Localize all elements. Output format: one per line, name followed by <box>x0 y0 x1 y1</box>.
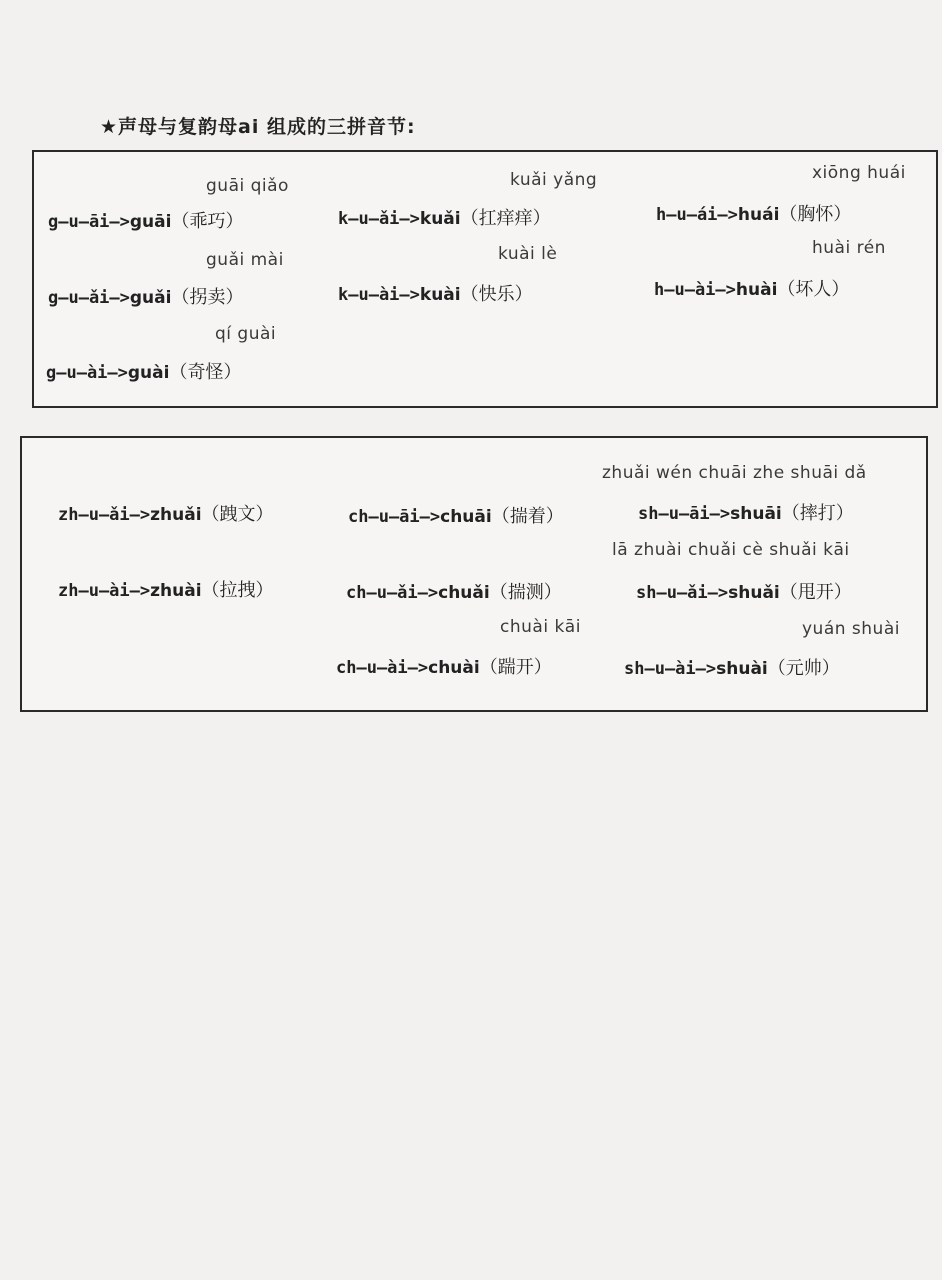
syllable-equation: g—u—ǎi—>guǎi（拐卖） <box>48 287 244 308</box>
syllable-equation: h—u—ái—>huái（胸怀） <box>656 204 852 225</box>
pinyin-annotation: kuǎi yǎng <box>510 170 598 190</box>
pinyin-annotation: qí guài <box>215 324 277 344</box>
syllable-equation: zh—u—ǎi—>zhuǎi（跩文） <box>58 504 274 525</box>
syllable-equation: k—u—ǎi—>kuǎi（扛痒痒） <box>338 208 551 229</box>
pinyin-annotation: chuài kāi <box>500 617 581 637</box>
pinyin-annotation: zhuǎi wén chuāi zhe shuāi dǎ <box>602 463 867 483</box>
syllable-equation: sh—u—ǎi—>shuǎi（甩开） <box>636 582 852 603</box>
pinyin-annotation: guǎi mài <box>206 250 284 270</box>
syllable-equation: sh—u—āi—>shuāi（摔打） <box>638 503 854 524</box>
section-title: ★声母与复韵母ai 组成的三拼音节: <box>100 116 416 138</box>
pinyin-annotation: kuài lè <box>498 244 558 264</box>
syllable-equation: sh—u—ài—>shuài（元帅） <box>624 658 840 679</box>
syllable-equation: g—u—āi—>guāi（乖巧） <box>48 211 244 232</box>
syllable-equation: g—u—ài—>guài（奇怪） <box>46 362 242 383</box>
syllable-equation: ch—u—ài—>chuài（踹开） <box>336 657 552 678</box>
pinyin-annotation: lā zhuài chuǎi cè shuǎi kāi <box>612 540 850 560</box>
syllable-equation: ch—u—āi—>chuāi（揣着） <box>348 506 564 527</box>
syllable-equation: h—u—ài—>huài（坏人） <box>654 279 850 300</box>
pinyin-annotation: yuán shuài <box>802 619 900 639</box>
pinyin-annotation: xiōng huái <box>812 163 906 183</box>
syllable-equation: zh—u—ài—>zhuài（拉拽） <box>58 580 274 601</box>
pinyin-annotation: guāi qiǎo <box>206 176 289 196</box>
pinyin-annotation: huài rén <box>812 238 886 258</box>
syllable-equation: ch—u—ǎi—>chuǎi（揣测） <box>346 582 562 603</box>
syllable-equation: k—u—ài—>kuài（快乐） <box>338 284 533 305</box>
